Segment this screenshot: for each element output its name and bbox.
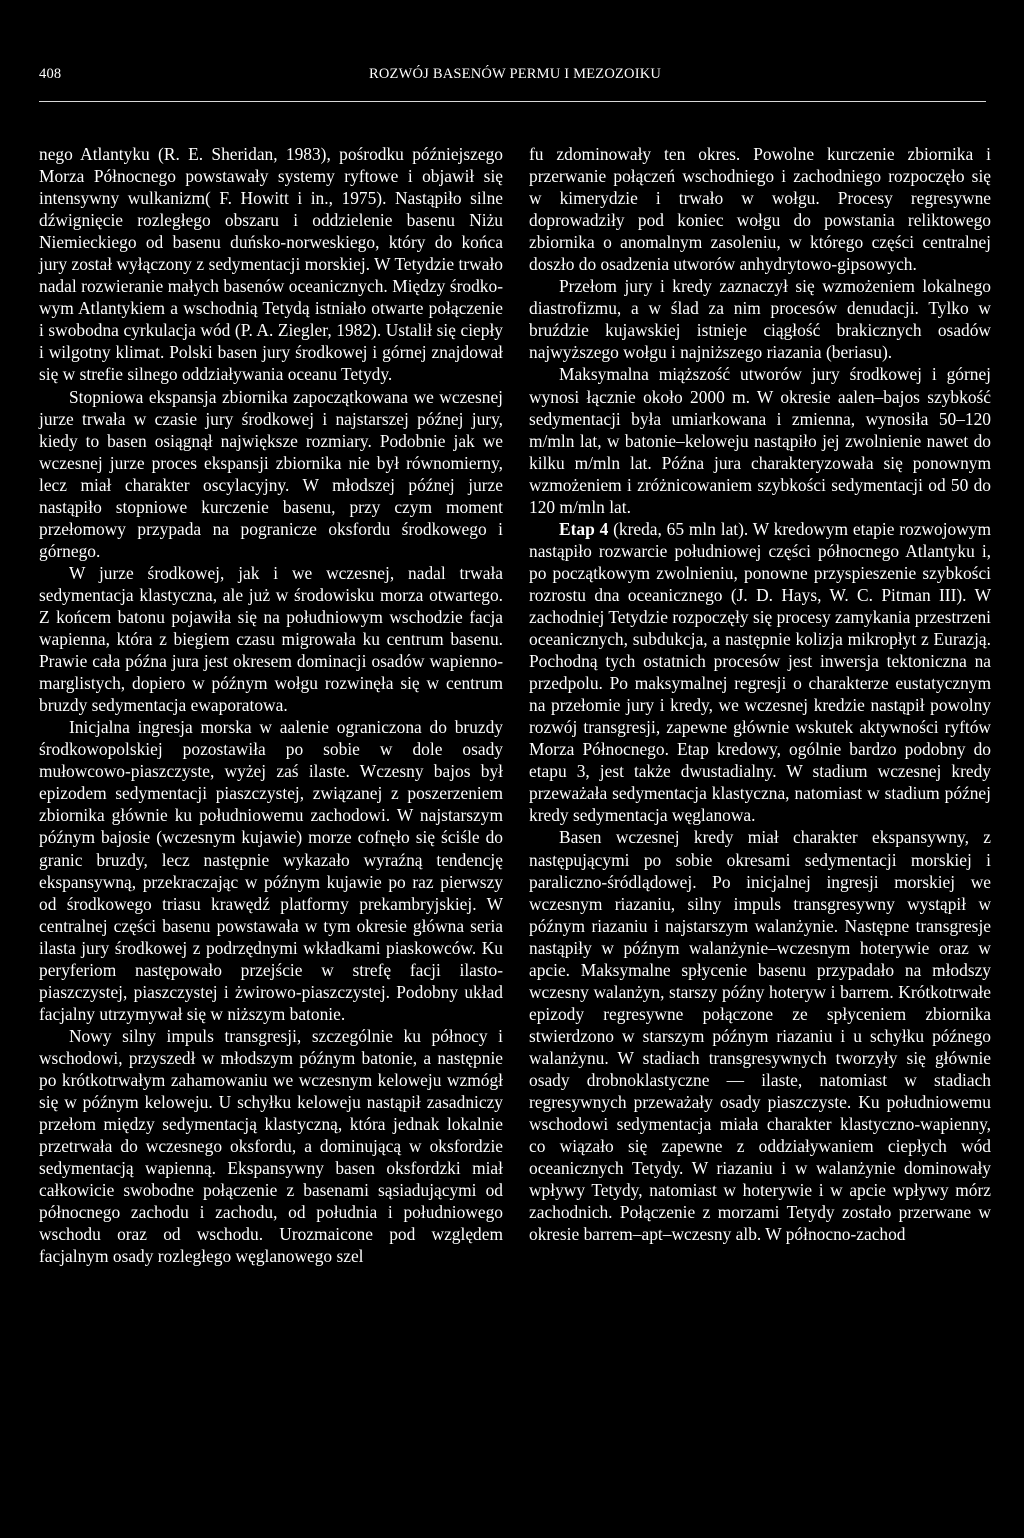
paragraph: nego Atlantyku (R. E. Sheridan, 1983), pośrodku późniejszego Morza Północnego powstawały systemy ryftowe i objawił się intensywny wulkanizm( F. Howitt i in., 1975). Nastąpiło silne dźwignięcie rozległego obszaru i oddzielenie basenu Niżu Niemieckiego od basenu duńsko-norweskiego, który do końca jury został wyłączony z sedymentacji morskiej. W Tetydzie trwało nadal rozwieranie małych basenów oceanicznych. Między środkowym Atlantykiem a wschodnią Tetydą istniało otwarte połączenie i swobodna cyrkulacja wód (P. A. Ziegler, 1982). Ustalił się ciepły i wilgotny klimat. Polski basen jury środkowej i górnej znajdował się w strefie silnego oddziaływania oceanu Tetydy. — [39, 144, 503, 385]
paragraph: Stopniowa ekspansja zbiornika zapoczątkowana we wczesnej jurze trwała w czasie jury środkowej i najstarszej późnej jury, kiedy to basen osiągnął największe rozmiary. Podobnie jak we wczesnej jurze proces ekspansji zbiornika nie był równomierny, lecz miał charakter oscylacyjny. W młodszej późnej jurze nastąpiło stopniowe kurczenie basenu, przy czym moment przełomowy przypada na pogranicze oksfordu środkowego i górnego. — [39, 386, 503, 561]
page-header — [39, 62, 985, 88]
section-label-etap-4: Etap 4 — [559, 518, 609, 539]
running-title: ROZWÓJ BASENÓW PERMU I MEZOZOIKU — [369, 66, 662, 82]
etap-paragraph — [529, 518, 991, 827]
paragraph: Przełom jury i kredy zaznaczył się wzmożeniem lokalnego diastrofizmu, a w ślad za nim procesów denudacji. Tylko w bruździe kujawskiej istnieje ciągłość brakicznych osadów najwyższego wołgu i najniższego riazania (beriasu). — [529, 276, 991, 363]
paragraph: fu zdominowały ten okres. Powolne kurczenie zbiornika i przerwanie połączeń wschodniego i zachodniego rozpoczęło się w kimerydzie i trwało w wołgu. Procesy regresywne doprowadziły pod koniec wołgu do powstania reliktowego zbiornika o anomalnym zasoleniu, w którego części centralnej doszło do osadzenia utworów anhydrytowo-gipsowych. — [529, 144, 991, 275]
header-rule — [39, 101, 986, 102]
paragraph: Inicjalna ingresja morska w aalenie ograniczona do bruzdy środkowopolskiej pozostawiła po sobie w dole osady mułowcowo-piaszczyste, wyżej zaś ilaste. Wczesny bajos był epizodem sedymentacji piaszczystej, związanej z poszerzeniem zbiornika głównie ku południowemu zachodowi. W najstarszym późnym bajosie (wczesnym kujawie) morze cofnęło się ściśle do granic bruzdy, lecz następnie wykazało wyraźną tendencję ekspansywną, przekraczając w późnym kujawie po raz pierwszy od środkowego triasu krawędź platformy prekambryjskiej. W centralnej części basenu powstawała w tym okresie główna seria ilasta jury środkowej z podrzędnymi wkładkami piaskowców. Ku peryferiom następowało przejście w strefę facji ilasto-piaszczystej, piaszczystej i żwirowo-piaszczystej. Podobny układ facjalny utrzymywał się w niższym batonie. — [39, 717, 503, 1024]
page-number: 408 — [39, 66, 62, 82]
right-column — [529, 143, 991, 1245]
paragraph: W jurze środkowej, jak i we wczesnej, nadal trwała sedymentacja klastyczna, ale już w środowisku morza otwartego. Z końcem batonu pojawiła się na południowym wschodzie facja wapienna, która z biegiem czasu migrowała ku centrum basenu. Prawie cała późna jura jest okresem dominacji osadów wapienno-marglistych, dopiero w późnym wołgu rozwinęła się w centrum bruzdy sedymentacja ewaporatowa. — [39, 562, 503, 716]
left-column — [39, 143, 503, 1267]
paragraph: Maksymalna miąższość utworów jury środkowej i górnej wynosi łącznie około 2000 m. W okresie aalen–bajos szybkość sedymentacji była umiarkowana i zmienna, wynosiła 50–120 m/mln lat, w batonie–keloweju nastąpiło jej zwolnienie nawet do kilku m/mln lat. Późna jura charakteryzowała się ponownym wzmożeniem i zróżnicowaniem szybkości sedymentacji od 50 do 120 m/mln lat. — [529, 364, 991, 517]
paragraph: Basen wczesnej kredy miał charakter ekspansywny, z następującymi po sobie okresami sedymentacji morskiej i paraliczno-śródlądowej. Po inicjalnej ingresji morskiej we wczesnym riazaniu, silny impuls transgresywny wystąpił w późnym riazaniu i najstarszym walanżynie. Następne transgresje nastąpiły w późnym walanżynie–wczesnym hoterywie oraz w apcie. Maksymalne spłycenie basenu przypadało na młodszy wczesny walanżyn, starszy późny hoteryw i barrem. Krótkotrwałe epizody regresywne połączone ze spłyceniem zbiornika stwierdzono w starszym późnym riazaniu i u schyłku późnego walanżynu. W stadiach transgresywnych tworzyły się głównie osady drobnoklastyczne — ilaste, natomiast w stadiach regresywnych przeważały osady piaszczyste. Ku południowemu wschodowi sedymentacja miała charakter klastyczno-wapienny, co wiązało się zapewne z oddziaływaniem ciepłych wód oceanicznych Tetydy. W riazaniu i w walanżynie dominowały wpływy Tetydy, natomiast w hoterywie i w apcie wpływy mórz zachodnich. Połączenie z morzami Tetydy zostało przerwane w okresie barrem–apt–wczesny alb. W północno-zachod — [529, 827, 991, 1245]
paragraph: Nowy silny impuls transgresji, szczególnie ku północy i wschodowi, przyszedł w młodszym późnym batonie, a następnie po krótkotrwałym zahamowaniu we wczesnym keloweju wzmógł się w późnym keloweju. U schyłku keloweju nastąpił zasadniczy przełom między sedymentacją klastyczną, która jednak lokalnie przetrwała do wczesnego oksfordu, a dominującą w oksfordzie sedymentacją wapienną. Ekspansywny basen oksfordzki miał całkowicie swobodne połączenie z basenami sąsiadującymi od północnego zachodu i zachodu, od południa i południowego wschodu oraz od wschodu. Urozmaicone pod względem facjalnym osady rozległego węglanowego szel — [39, 1025, 503, 1267]
etap-text: (kreda, 65 mln lat). W kredowym etapie rozwojowym nastąpiło rozwarcie południowej części północnego Atlantyku i, po początkowym zwolnieniu, ponowne przyspieszenie szybkości rozrostu dna oceanicznego (J. D. Hays, W. C. Pitman III). W zachodniej Tetydzie rozpoczęły się procesy zamykania przestrzeni oceanicznych, subdukcja, a następnie kolizja mikropłyt z Eurazją. Pochodną tych ostatnich procesów jest inwersja tektoniczna na przedpolu. Po maksymalnej regresji o charakterze eustatycznym na przełomie jury i kredy, we wczesnej kredzie nastąpił powolny rozwój transgresji, zapewne głównie wskutek aktywności ryftów Morza Północnego. Etap kredowy, ogólnie bardzo podobny do etapu 3, jest także dwustadialny. W stadium wczesnej kredy przeważała sedymentacja klastyczna, natomiast w stadium późnej kredy sedymentacja węglanowa. — [529, 518, 991, 826]
